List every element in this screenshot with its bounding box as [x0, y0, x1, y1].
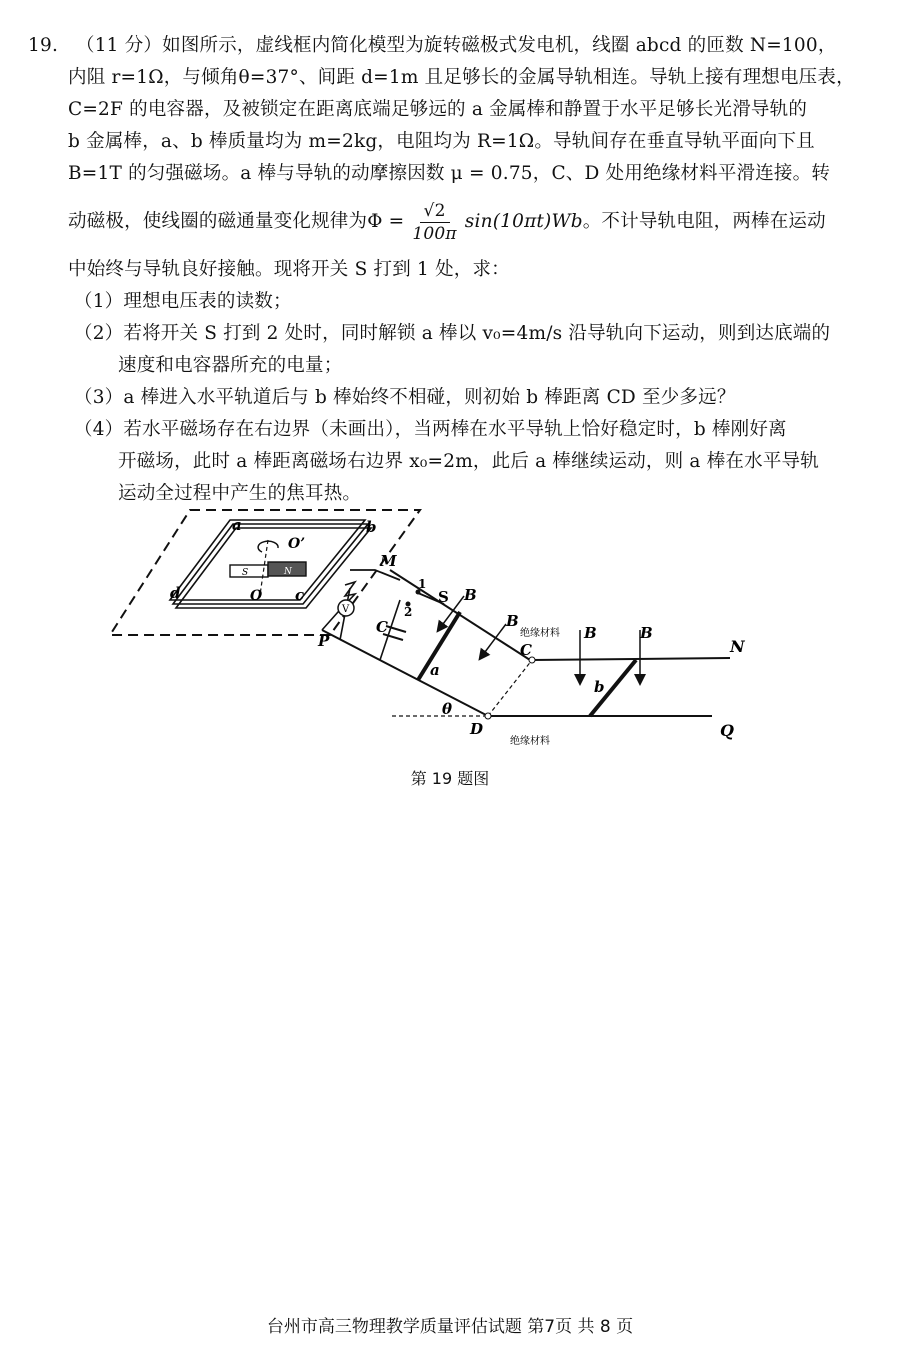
formula-fraction — [408, 200, 460, 245]
label-B1: B — [464, 586, 477, 604]
field-arrow-2 — [482, 624, 506, 656]
sub-question-2: （2）若将开关 S 打到 2 处时，同时解锁 a 棒以 v₀=4m/s 沿导轨向下运动，则到达底端的 — [74, 323, 831, 344]
formula-numerator: √2 — [420, 200, 450, 223]
label-O: O — [250, 588, 263, 604]
formula-lhs: Φ = — [367, 211, 405, 232]
label-coil-c: c — [295, 586, 305, 604]
label-B3: B — [584, 624, 597, 642]
formula-denominator: 100π — [412, 223, 457, 244]
label-O-prime: O’ — [288, 536, 306, 552]
question-body-line-3: C=2F 的电容器，及被锁定在距离底端足够远的 a 金属棒和静置于水平足够长光滑导轨的 — [68, 99, 808, 120]
rail-bottom — [322, 630, 488, 716]
label-theta: θ — [442, 700, 453, 718]
sub-question-4-cont2: 运动全过程中产生的焦耳热。 — [118, 483, 362, 504]
question-text — [28, 30, 870, 510]
label-C-point: C — [520, 641, 532, 659]
label-D-point: D — [470, 720, 484, 738]
rail-horizontal-top — [532, 658, 730, 660]
sub-question-4-cont: 开磁场，此时 a 棒距离磁场右边界 x₀=2m，此后 a 棒继续运动，则 a 棒在水平导轨 — [118, 451, 819, 472]
question-body-line-5: B=1T 的匀强磁场。a 棒与导轨的动摩擦因数 μ = 0.75，C、D 处用绝缘材料平滑连接。转 — [68, 163, 831, 184]
question-score: （11 分） — [76, 35, 163, 56]
sub-question-3: （3）a 棒进入水平轨道后与 b 棒始终不相碰，则初始 b 棒距离 CD 至少多远？ — [74, 387, 736, 408]
sub-question-4: （4）若水平磁场存在右边界（未画出），当两棒在水平导轨上恰好稳定时，b 棒刚好离 — [74, 419, 787, 440]
label-N: N — [730, 637, 745, 656]
formula-suffix: 。不计导轨电阻，两棒在运动 — [582, 211, 826, 232]
formula-line — [28, 190, 870, 254]
label-V: V — [342, 604, 350, 615]
label-rod-a: a — [430, 661, 440, 679]
label-S: S — [438, 588, 449, 606]
question-number: 19. — [28, 35, 59, 56]
sub-question-2-cont: 速度和电容器所充的电量； — [118, 355, 343, 376]
page-footer: 台州市高三物理教学质量评估试题 第7页 共 8 页 — [266, 1317, 634, 1337]
label-rod-b: b — [594, 678, 605, 696]
label-P: P — [318, 632, 330, 650]
circuit-figure — [100, 500, 800, 760]
label-magnet-n: N — [284, 567, 292, 577]
question-body-line-4: b 金属棒，a、b 棒质量均为 m=2kg，电阻均为 R=1Ω。导轨间存在垂直导轨平面向下且 — [68, 131, 815, 152]
label-B2: B — [506, 612, 519, 630]
label-capacitor: C — [376, 618, 388, 636]
label-coil-b: b — [366, 518, 377, 536]
sub-question-1: （1）理想电压表的读数； — [74, 291, 292, 312]
figure-caption: 第 19 题图 — [410, 769, 490, 788]
question-body-line-7: 中始终与导轨良好接触。现将开关 S 打到 1 处，求： — [68, 259, 510, 280]
label-switch-2: 2 — [404, 605, 413, 619]
label-insulation-top: 绝缘材料 — [520, 628, 560, 639]
label-coil-a: a — [232, 516, 242, 534]
label-switch-1: 1 — [418, 577, 427, 591]
formula-rhs: sin(10πt)Wb — [464, 211, 583, 232]
label-coil-d: d — [170, 584, 181, 602]
label-B4: B — [640, 624, 653, 642]
label-M: M — [380, 552, 397, 570]
label-magnet-s: S — [242, 568, 249, 578]
question-line-1 — [28, 30, 870, 62]
label-Q: Q — [720, 721, 734, 740]
question-body-line-2: 内阻 r=1Ω，与倾角θ=37°、间距 d=1m 且足够长的金属导轨相连。导轨上接有理想电压表， — [68, 67, 855, 88]
label-insulation-bottom: 绝缘材料 — [510, 736, 550, 747]
question-body-line-1: 如图所示，虚线框内简化模型为旋转磁极式发电机，线圈 abcd 的匝数 N=100， — [162, 35, 837, 56]
formula-prefix: 动磁极，使线圈的磁通量变化规律为 — [68, 211, 368, 232]
